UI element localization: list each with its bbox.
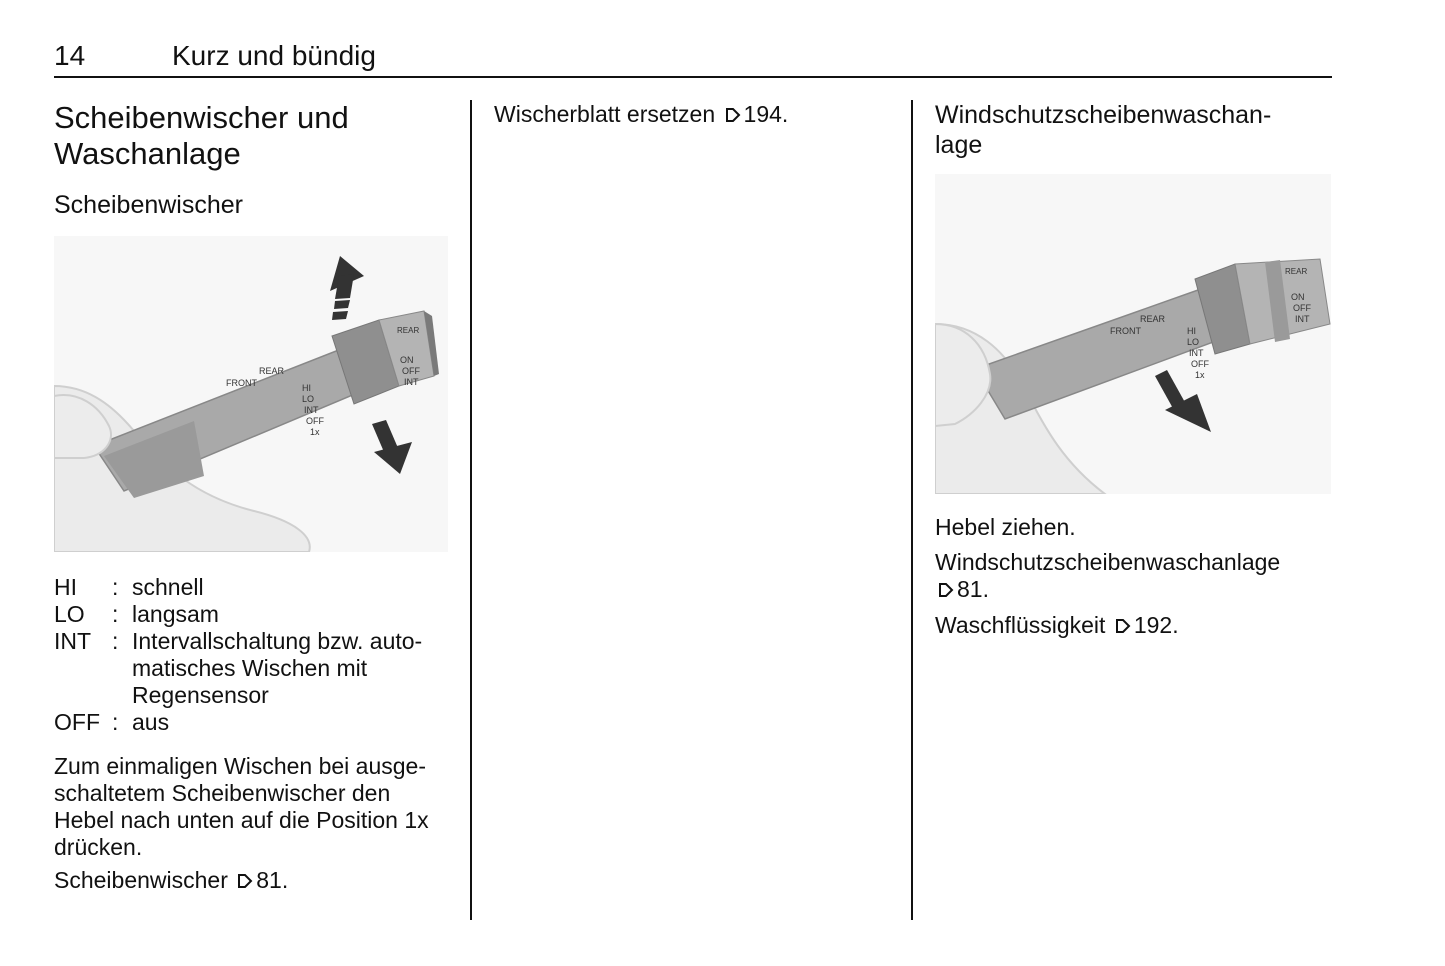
legend-separator: :	[112, 628, 119, 654]
xref-page[interactable]: 81.	[256, 867, 289, 893]
washer-title-line2: lage	[935, 131, 983, 159]
rear2-label: REAR	[1285, 267, 1308, 276]
on-label: ON	[1291, 292, 1305, 302]
arrow-down-icon	[372, 420, 412, 474]
off-label: OFF	[1191, 359, 1209, 369]
xref-text[interactable]: Windschutzscheibenwaschanlage	[935, 549, 1281, 575]
xref-washer[interactable]	[935, 549, 1325, 603]
chapter-title: Kurz und bündig	[172, 40, 376, 71]
legend-text: langsam	[132, 601, 219, 627]
rear-label: REAR	[259, 366, 285, 376]
xref-wiper[interactable]	[54, 867, 288, 894]
one-x-label: 1x	[1195, 370, 1205, 380]
lo-label: LO	[1187, 337, 1200, 347]
legend-text: schnell	[132, 574, 204, 600]
legend-key: OFF	[54, 709, 100, 735]
legend-text	[132, 628, 452, 709]
section-title-line1: Scheibenwischer und	[54, 100, 349, 135]
lo-label: LO	[302, 394, 315, 404]
legend-row-int	[54, 628, 452, 709]
int-label: INT	[1189, 348, 1204, 358]
front-label: FRONT	[226, 378, 257, 388]
rear-label: REAR	[1140, 314, 1166, 324]
one-x-label: 1x	[310, 427, 320, 437]
legend-text-line: Regensensor	[132, 682, 269, 708]
washer-lever-figure	[935, 174, 1331, 494]
xref-arrow-icon	[1114, 617, 1132, 635]
paragraph-line: Zum einmaligen Wischen bei ausge-	[54, 753, 427, 779]
legend-separator: :	[112, 574, 119, 600]
xref-text[interactable]: Waschflüssigkeit	[935, 612, 1106, 638]
pull-lever-text: Hebel ziehen.	[935, 514, 1076, 540]
xref-text[interactable]: Wischerblatt ersetzen	[494, 101, 716, 127]
paragraph-line: drücken.	[54, 834, 143, 860]
paragraph-line: Hebel nach unten auf die Position 1x	[54, 807, 429, 833]
hi-label: HI	[302, 383, 311, 393]
mode-legend	[54, 574, 452, 736]
legend-key: LO	[54, 601, 85, 627]
off2-label: OFF	[1293, 303, 1311, 313]
int-label: INT	[304, 405, 319, 415]
xref-arrow-icon	[937, 581, 955, 599]
paragraph-line: schaltetem Scheibenwischer den	[54, 780, 391, 806]
left-column	[54, 100, 454, 172]
legend-row-hi	[54, 574, 452, 601]
legend-key: HI	[54, 574, 77, 600]
legend-text-line: matisches Wischen mit	[132, 655, 368, 681]
section-title	[54, 100, 454, 172]
hi-label: HI	[1187, 326, 1196, 336]
front-label: FRONT	[1110, 326, 1141, 336]
off-label: OFF	[306, 416, 324, 426]
legend-text-line: Intervallschaltung bzw. auto-	[132, 628, 423, 654]
subsection-title-wiper: Scheibenwischer	[54, 191, 243, 219]
wiper-lever-figure	[54, 236, 448, 552]
legend-row-lo	[54, 601, 452, 628]
xref-text[interactable]: Scheibenwischer	[54, 867, 228, 893]
on-label: ON	[400, 355, 414, 365]
xref-page[interactable]: 192.	[1133, 612, 1179, 638]
page-header	[54, 40, 1332, 78]
legend-row-off	[54, 709, 452, 736]
washer-section-title	[935, 100, 1335, 160]
int2-label: INT	[404, 377, 419, 387]
column-divider-left	[470, 100, 472, 920]
column-divider-right	[911, 100, 913, 920]
int2-label: INT	[1295, 314, 1310, 324]
off2-label: OFF	[402, 366, 420, 376]
wiper-lever-illustration	[54, 236, 448, 552]
washer-title-line1: Windschutzscheibenwaschan-	[935, 101, 1272, 129]
xref-page[interactable]: 194.	[743, 101, 789, 127]
xref-page[interactable]: 81.	[957, 576, 989, 602]
rear2-label: REAR	[397, 326, 420, 335]
section-title-line2: Waschanlage	[54, 136, 241, 171]
xref-washer-fluid[interactable]	[935, 612, 1179, 639]
xref-arrow-icon	[724, 106, 742, 124]
legend-separator: :	[112, 709, 119, 735]
page-number: 14	[54, 40, 86, 71]
single-wipe-paragraph	[54, 753, 464, 861]
legend-text: aus	[132, 709, 170, 735]
arrow-up-icon	[330, 256, 364, 320]
xref-arrow-icon	[236, 872, 254, 890]
legend-separator: :	[112, 601, 119, 627]
xref-wiper-blade[interactable]	[494, 101, 788, 128]
washer-lever-illustration	[935, 174, 1331, 494]
legend-key: INT	[54, 628, 92, 654]
